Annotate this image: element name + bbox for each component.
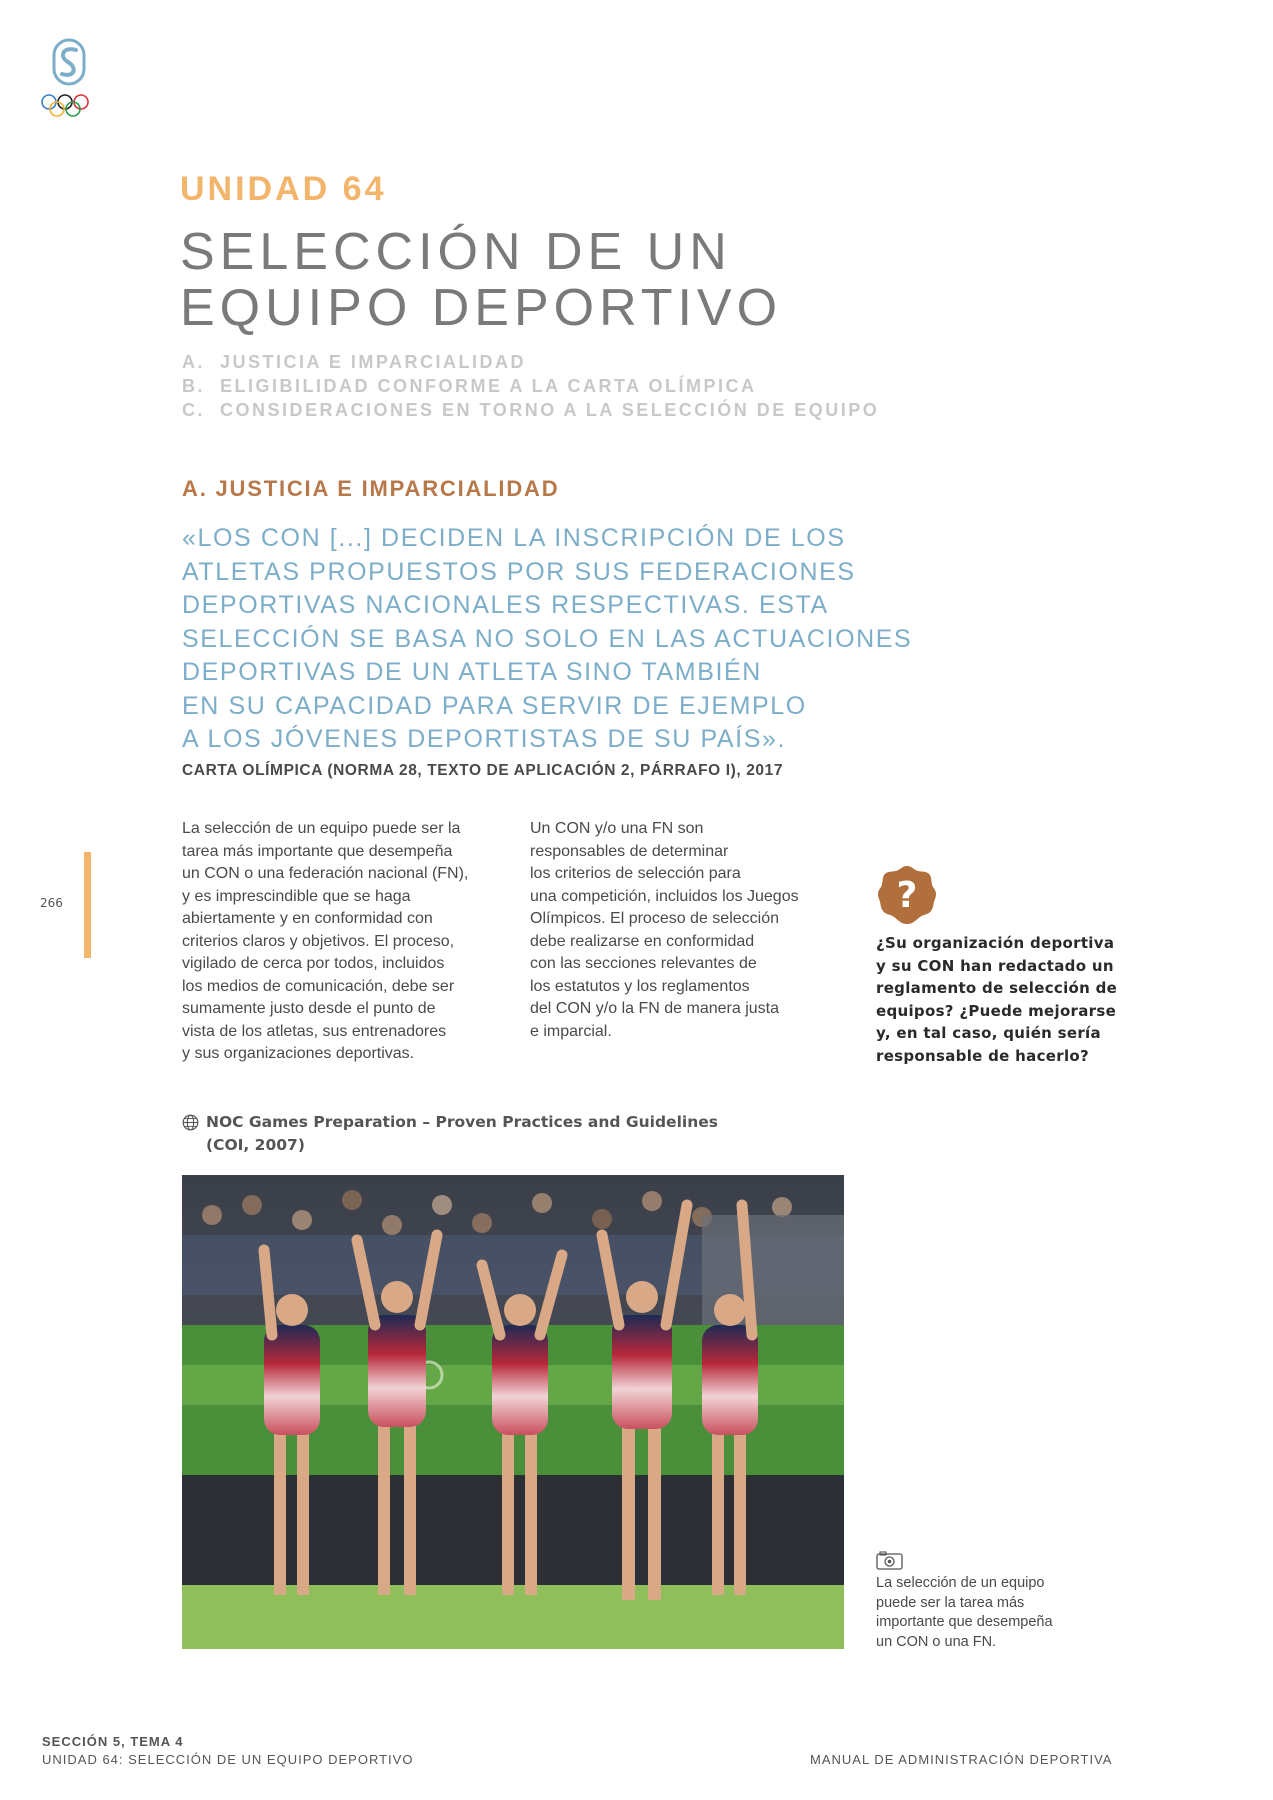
quote-source: CARTA OLÍMPICA (NORMA 28, TEXTO DE APLICACIÓN 2, PÁRRAFO I), 2017 xyxy=(182,762,784,779)
contents-item-letter: B. xyxy=(182,376,205,396)
question-line: reglamento de selección de xyxy=(876,979,1118,997)
quote-line: DEPORTIVAS NACIONALES RESPECTIVAS. ESTA xyxy=(182,591,829,619)
footer-section-label: SECCIÓN 5, TEMA 4 xyxy=(42,1734,184,1749)
caption-line: importante que desempeña xyxy=(876,1614,1053,1630)
caption-line: un CON o una FN. xyxy=(876,1633,997,1650)
body-line: vigilado de cerca por todos, incluidos xyxy=(182,955,445,972)
body-line: Un CON y/o una FN son xyxy=(530,820,704,837)
body-line: vista de los atletas, sus entrenadores xyxy=(182,1022,447,1040)
body-paragraph-right xyxy=(530,818,799,1043)
body-line: responsables de determinar xyxy=(530,842,729,860)
contents-item xyxy=(182,350,879,374)
contents-item-letter: A. xyxy=(182,352,205,372)
body-line: e imparcial. xyxy=(530,1022,612,1040)
question-line: ¿Su organización deportiva xyxy=(876,934,1115,952)
body-line: y es imprescindible que se haga xyxy=(182,887,411,905)
body-line: sumamente justo desde el punto de xyxy=(182,1000,436,1017)
question-mark-icon xyxy=(876,864,938,926)
question-line: y su CON han redactado un xyxy=(876,956,1114,975)
resource-link[interactable] xyxy=(206,1111,718,1157)
gymnastics-team-photo xyxy=(182,1175,844,1649)
question-line: responsable de hacerlo? xyxy=(876,1046,1089,1065)
page-title-line: EQUIPO DEPORTIVO xyxy=(180,279,783,337)
body-line: abiertamente y en conformidad con xyxy=(182,910,433,927)
body-line: tarea más importante que desempeña xyxy=(182,842,453,860)
contents-item-text: JUSTICIA E IMPARCIALIDAD xyxy=(220,352,527,372)
resource-link-line: (COI, 2007) xyxy=(206,1136,305,1154)
quote-line: DEPORTIVAS DE UN ATLETA SINO TAMBIÉN xyxy=(182,658,762,686)
unit-contents-list xyxy=(182,350,879,422)
camera-icon xyxy=(876,1551,903,1570)
page-marker-bar xyxy=(84,852,91,958)
body-line: los criterios de selección para xyxy=(530,865,741,882)
resource-link-line: NOC Games Preparation – Proven Practices and Guidelines xyxy=(206,1113,718,1131)
body-line: debe realizarse en conformidad xyxy=(530,932,755,950)
quote-line: ATLETAS PROPUESTOS POR SUS FEDERACIONES xyxy=(182,557,856,586)
section-heading: A. JUSTICIA E IMPARCIALIDAD xyxy=(182,476,560,501)
globe-icon xyxy=(182,1114,199,1131)
footer-manual-title: MANUAL DE ADMINISTRACIÓN DEPORTIVA xyxy=(810,1752,1113,1767)
body-line: con las secciones relevantes de xyxy=(530,955,757,972)
reflection-question xyxy=(876,932,1117,1067)
body-line: los estatutos y los reglamentos xyxy=(530,977,750,995)
body-line: criterios claros y objetivos. El proceso, xyxy=(182,932,455,950)
caption-line: puede ser la tarea más xyxy=(876,1594,1025,1611)
contents-item-text: CONSIDERACIONES EN TORNO A LA SELECCIÓN DE EQUIPO xyxy=(220,400,880,420)
question-symbol: ? xyxy=(896,875,918,916)
body-line: los medios de comunicación, debe ser xyxy=(182,977,455,995)
quote-line: A LOS JÓVENES DEPORTISTAS DE SU PAÍS». xyxy=(182,725,787,753)
quote-line: SELECCIÓN SE BASA NO SOLO EN LAS ACTUACIONES xyxy=(182,624,913,653)
body-line: un CON o una federación nacional (FN), xyxy=(182,865,469,882)
contents-item-letter: C. xyxy=(182,400,205,420)
contents-item xyxy=(182,398,879,422)
body-line: y sus organizaciones deportivas. xyxy=(182,1045,415,1062)
quote-line: «LOS CON [...] DECIDEN LA INSCRIPCIÓN DE LOS xyxy=(182,524,846,552)
olympic-solidarity-logo xyxy=(40,38,98,122)
body-line: La selección de un equipo puede ser la xyxy=(182,820,461,837)
body-paragraph-left xyxy=(182,818,468,1066)
question-line: y, en tal caso, quién sería xyxy=(876,1024,1101,1042)
quote-line: EN SU CAPACIDAD PARA SERVIR DE EJEMPLO xyxy=(182,691,807,720)
footer-unit-label: UNIDAD 64: SELECCIÓN DE UN EQUIPO DEPORTIVO xyxy=(42,1752,414,1767)
unit-label: UNIDAD 64 xyxy=(180,170,387,208)
contents-item xyxy=(182,374,879,398)
page-number: 266 xyxy=(40,896,63,910)
body-line: una competición, incluidos los Juegos xyxy=(530,887,799,905)
body-line: del CON y/o la FN de manera justa xyxy=(530,1000,779,1017)
page-title xyxy=(180,224,782,336)
contents-item-text: ELIGIBILIDAD CONFORME A LA CARTA OLÍMPICA xyxy=(220,376,757,396)
pull-quote xyxy=(182,522,912,757)
body-line: Olímpicos. El proceso de selección xyxy=(530,910,779,927)
question-line: equipos? ¿Puede mejorarse xyxy=(876,1001,1117,1020)
caption-line: La selección de un equipo xyxy=(876,1575,1045,1591)
page-title-line: SELECCIÓN DE UN xyxy=(180,223,732,281)
photo-caption xyxy=(876,1574,1053,1652)
